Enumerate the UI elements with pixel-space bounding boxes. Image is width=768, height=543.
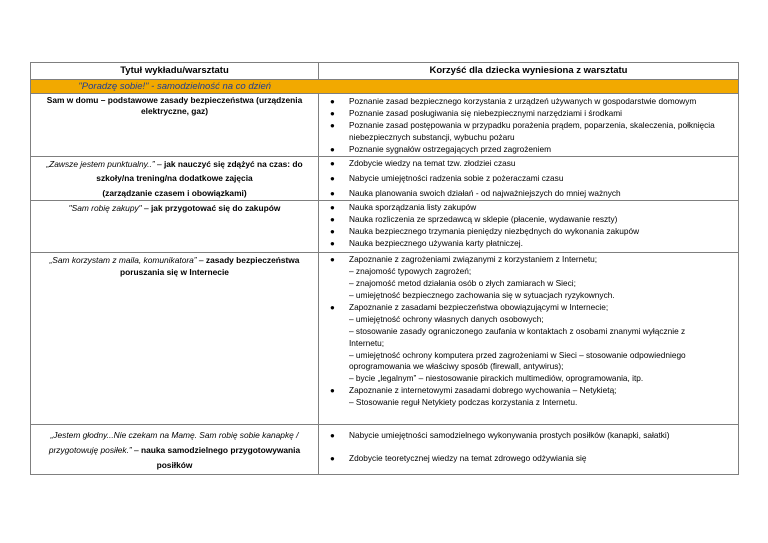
list-item: ● Poznanie zasad bezpiecznego korzystania z urządzeń używanych w gospodarstwie domowym (330, 96, 697, 106)
bullet-icon: ● (330, 227, 335, 237)
bullet-icon: ● (330, 386, 335, 396)
list-item: ● Nabycie umiejętności radzenia sobie z pożeraczami czasu (330, 173, 564, 184)
list-item-continuation: – stosowanie zasady ograniczonego zaufania w kontaktach z osobami znanymi wyłącznie z (349, 325, 686, 336)
bullet-icon: ● (330, 108, 335, 118)
bullet-icon: ● (330, 215, 335, 225)
benefit-cell (319, 201, 739, 253)
benefit-cell (319, 253, 739, 425)
workshop-title-line: elektryczne, gaz) (140, 106, 209, 116)
list-item: ● Zdobycie teoretycznej wiedzy na temat zdrowego odżywiania się (330, 453, 587, 464)
bullet-icon: ● (330, 158, 335, 168)
list-item-continuation: – Stosowanie reguł Netykiety podczas korzystania z Internetu. (349, 397, 578, 408)
benefit-cell (319, 425, 739, 475)
section-band-row (31, 80, 739, 94)
list-item-continuation: niebezpiecznych substancji, wybuchu pożaru (349, 131, 515, 142)
list-item: ● Poznanie zasad postępowania w przypadku porażenia prądem, poparzenia, skaleczenia, połknięcia (330, 119, 715, 130)
list-item-continuation: – umiejętność ochrony własnych danych osobowych; (349, 313, 544, 324)
list-item-continuation: – znajomość typowych zagrożeń; (349, 266, 472, 277)
bullet-icon: ● (330, 174, 335, 184)
list-item: ● Poznanie zasad posługiwania się niebezpiecznymi narzędziami i środkami (330, 107, 623, 118)
list-item-continuation: – znajomość metod działania osób o złych zamiarach w Sieci; (349, 278, 576, 289)
table-row (31, 156, 739, 201)
list-item: ● Zdobycie wiedzy na temat tzw. złodziei czasu (330, 157, 516, 168)
workshop-title-line: "Sam robię zakupy" – jak przygotować się do zakupów (68, 203, 281, 214)
list-item: ● Poznanie sygnałów ostrzegających przed zagrożeniem (330, 143, 552, 154)
list-item: ● Nauka planowania swoich działań - od najważniejszych do mniej ważnych (330, 188, 621, 199)
table-row (31, 425, 739, 475)
workshop-title-line: „Zawsze jestem punktualny..” – jak nauczyć się zdążyć na czas: do (46, 158, 303, 169)
list-item: ● Nauka bezpiecznego trzymania pieniędzy niezbędnych do wykonania zakupów (330, 226, 640, 237)
list-item: ● Nauka rozliczenia ze sprzedawcą w sklepie (płacenie, wydawanie reszty) (330, 214, 618, 225)
workshop-title-cell (31, 156, 319, 201)
bullet-icon: ● (330, 302, 335, 312)
table-header-row (31, 63, 739, 80)
bullet-icon: ● (330, 238, 335, 248)
bullet-icon: ● (330, 431, 335, 441)
benefit-cell (319, 94, 739, 157)
bullet-icon: ● (330, 189, 335, 199)
bullet-icon: ● (330, 144, 335, 154)
list-item-continuation: oprogramowania we właściwy sposób (firewall, antywirus); (349, 361, 564, 372)
list-item-continuation: – bycie „legalnym” – niestosowanie pirackich multimediów, oprogramowania, itp. (349, 373, 644, 384)
workshop-title-line: (zarządzanie czasem i obowiązkami) (102, 187, 247, 198)
list-item-continuation: – umiejętność ochrony komputera przed zagrożeniami w Sieci – stosowanie odpowiedniego (349, 349, 686, 360)
column-header-benefit: Korzyść dla dziecka wyniesiona z warsztatu (319, 63, 739, 80)
table-row (31, 201, 739, 253)
table-row (31, 253, 739, 425)
bullet-icon: ● (330, 203, 335, 213)
list-item: ● Zapoznanie z zagrożeniami związanymi z korzystaniem z Internetu; (330, 254, 598, 265)
table-row (31, 94, 739, 157)
workshop-title-cell (31, 425, 319, 475)
workshop-title-cell (31, 253, 319, 425)
benefit-cell (319, 156, 739, 201)
bullet-icon: ● (330, 255, 335, 265)
list-item-continuation: Internetu; (349, 337, 385, 348)
workshop-title-line: „Sam korzystam z maila, komunikatora” – zasady bezpieczeństwa (49, 255, 300, 266)
workshop-table (30, 62, 739, 475)
workshop-title-line: „Jestem głodny...Nie czekam na Mamę. Sam robię sobie kanapkę / (50, 430, 299, 441)
list-item: ● Nauka bezpiecznego używania karty płatniczej. (330, 237, 523, 248)
workshop-title-cell (31, 201, 319, 253)
list-item: ● Zapoznanie z internetowymi zasadami dobrego wychowania – Netykietą; (330, 385, 617, 396)
bullet-icon: ● (330, 454, 335, 464)
section-title: "Poradzę sobie!" - samodzielność na co dzień (78, 81, 272, 92)
workshop-title-line: przygotowuję posiłek.” – nauka samodzielnego przygotowywania (48, 445, 301, 456)
bullet-icon: ● (330, 97, 335, 106)
list-item: ● Nabycie umiejętności samodzielnego wykonywania prostych posiłków (kanapki, sałatki) (330, 430, 670, 441)
list-item: ● Nauka sporządzania listy zakupów (330, 202, 477, 213)
workshop-title-line: poruszania się w Internecie (120, 267, 229, 278)
workshop-title-line: szkoły/na trening/na dodatkowe zajęcia (96, 173, 253, 184)
workshop-title-line: posiłków (156, 460, 193, 471)
workshop-title-line: Sam w domu – podstawowe zasady bezpieczeństwa (urządzenia (46, 95, 303, 105)
list-item: ● Zapoznanie z zasadami bezpieczeństwa obowiązującymi w Internecie; (330, 301, 609, 312)
bullet-icon: ● (330, 120, 335, 130)
column-header-title: Tytuł wykładu/warsztatu (31, 63, 319, 80)
workshop-title-cell (31, 94, 319, 157)
list-item-continuation: – umiejętność bezpiecznego zachowania się w sytuacjach ryzykownych. (349, 289, 615, 300)
